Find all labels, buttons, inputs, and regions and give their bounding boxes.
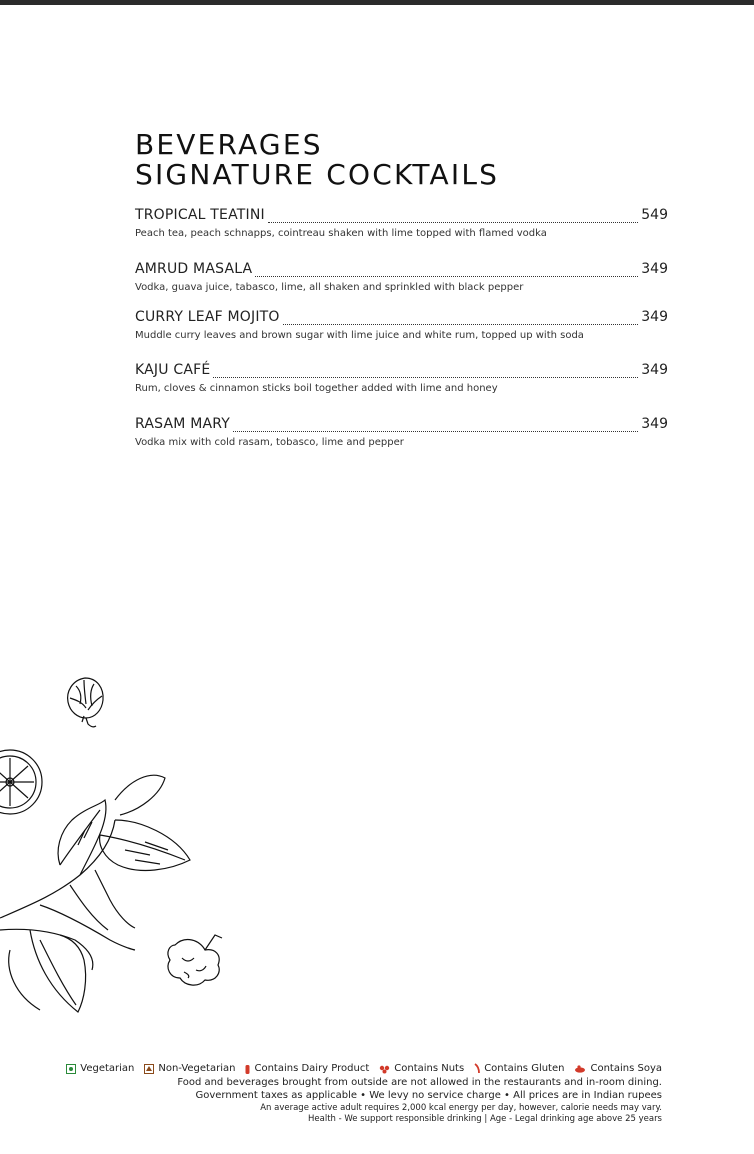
menu-item	[135, 207, 668, 239]
menu-item	[135, 362, 668, 394]
dot-leader	[233, 430, 638, 432]
dot-leader	[213, 376, 638, 378]
item-description: Vodka mix with cold rasam, tobasco, lime and pepper	[135, 437, 404, 448]
menu-item	[135, 309, 668, 341]
menu-item	[135, 416, 668, 448]
dairy-icon	[245, 1064, 250, 1074]
drinking-notice: Health - We support responsible drinking | Age - Legal drinking age above 25 years	[308, 1114, 662, 1124]
item-description: Peach tea, peach schnapps, cointreau shaken with lime topped with flamed vodka	[135, 228, 547, 239]
dot-leader	[255, 275, 638, 277]
artichoke-icon	[68, 678, 103, 727]
citrus-slice-icon	[0, 750, 42, 814]
outside-food-notice: Food and beverages brought from outside are not allowed in the restaurants and in-room dining.	[177, 1077, 662, 1088]
item-name: KAJU CAFÉ	[135, 362, 211, 378]
item-description: Rum, cloves & cinnamon sticks boil together added with lime and honey	[135, 383, 498, 394]
tax-notice: Government taxes as applicable • We levy no service charge • All prices are in Indian rupees	[195, 1090, 662, 1101]
legend-non-vegetarian: Non-Vegetarian	[144, 1063, 235, 1074]
item-price: 349	[641, 362, 668, 378]
item-name: AMRUD MASALA	[135, 261, 253, 277]
dot-leader	[283, 323, 639, 325]
section-title: BEVERAGES	[135, 128, 323, 161]
item-name: RASAM MARY	[135, 416, 231, 432]
legend-vegetarian: Vegetarian	[66, 1063, 134, 1074]
item-price: 549	[641, 207, 668, 223]
item-name: CURRY LEAF MOJITO	[135, 309, 280, 325]
item-price: 349	[641, 416, 668, 432]
leaf-branch-icon	[0, 775, 190, 1012]
legend-dairy: Contains Dairy Product	[245, 1063, 369, 1074]
section-subtitle: SIGNATURE COCKTAILS	[135, 158, 500, 191]
legend-soya: Contains Soya	[574, 1063, 662, 1074]
menu-item	[135, 261, 668, 293]
legend-gluten: Contains Gluten	[474, 1063, 564, 1074]
item-price: 349	[641, 309, 668, 325]
legend-nuts: Contains Nuts	[379, 1063, 464, 1074]
gluten-icon	[474, 1063, 480, 1074]
item-name: TROPICAL TEATINI	[135, 207, 265, 223]
item-description: Muddle curry leaves and brown sugar with lime juice and white rum, topped up with soda	[135, 330, 584, 341]
calorie-notice: An average active adult requires 2,000 kcal energy per day, however, calorie needs may vary.	[260, 1103, 662, 1113]
vegetarian-icon	[66, 1064, 76, 1074]
nuts-icon	[379, 1064, 390, 1074]
non-vegetarian-icon	[144, 1064, 154, 1074]
dietary-legend	[60, 1063, 662, 1074]
dot-leader	[268, 221, 638, 223]
botanical-illustration	[0, 660, 240, 1030]
top-border	[0, 0, 754, 5]
item-description: Vodka, guava juice, tabasco, lime, all shaken and sprinkled with black pepper	[135, 282, 524, 293]
item-price: 349	[641, 261, 668, 277]
soya-icon	[574, 1065, 586, 1073]
spice-icon	[168, 935, 222, 985]
